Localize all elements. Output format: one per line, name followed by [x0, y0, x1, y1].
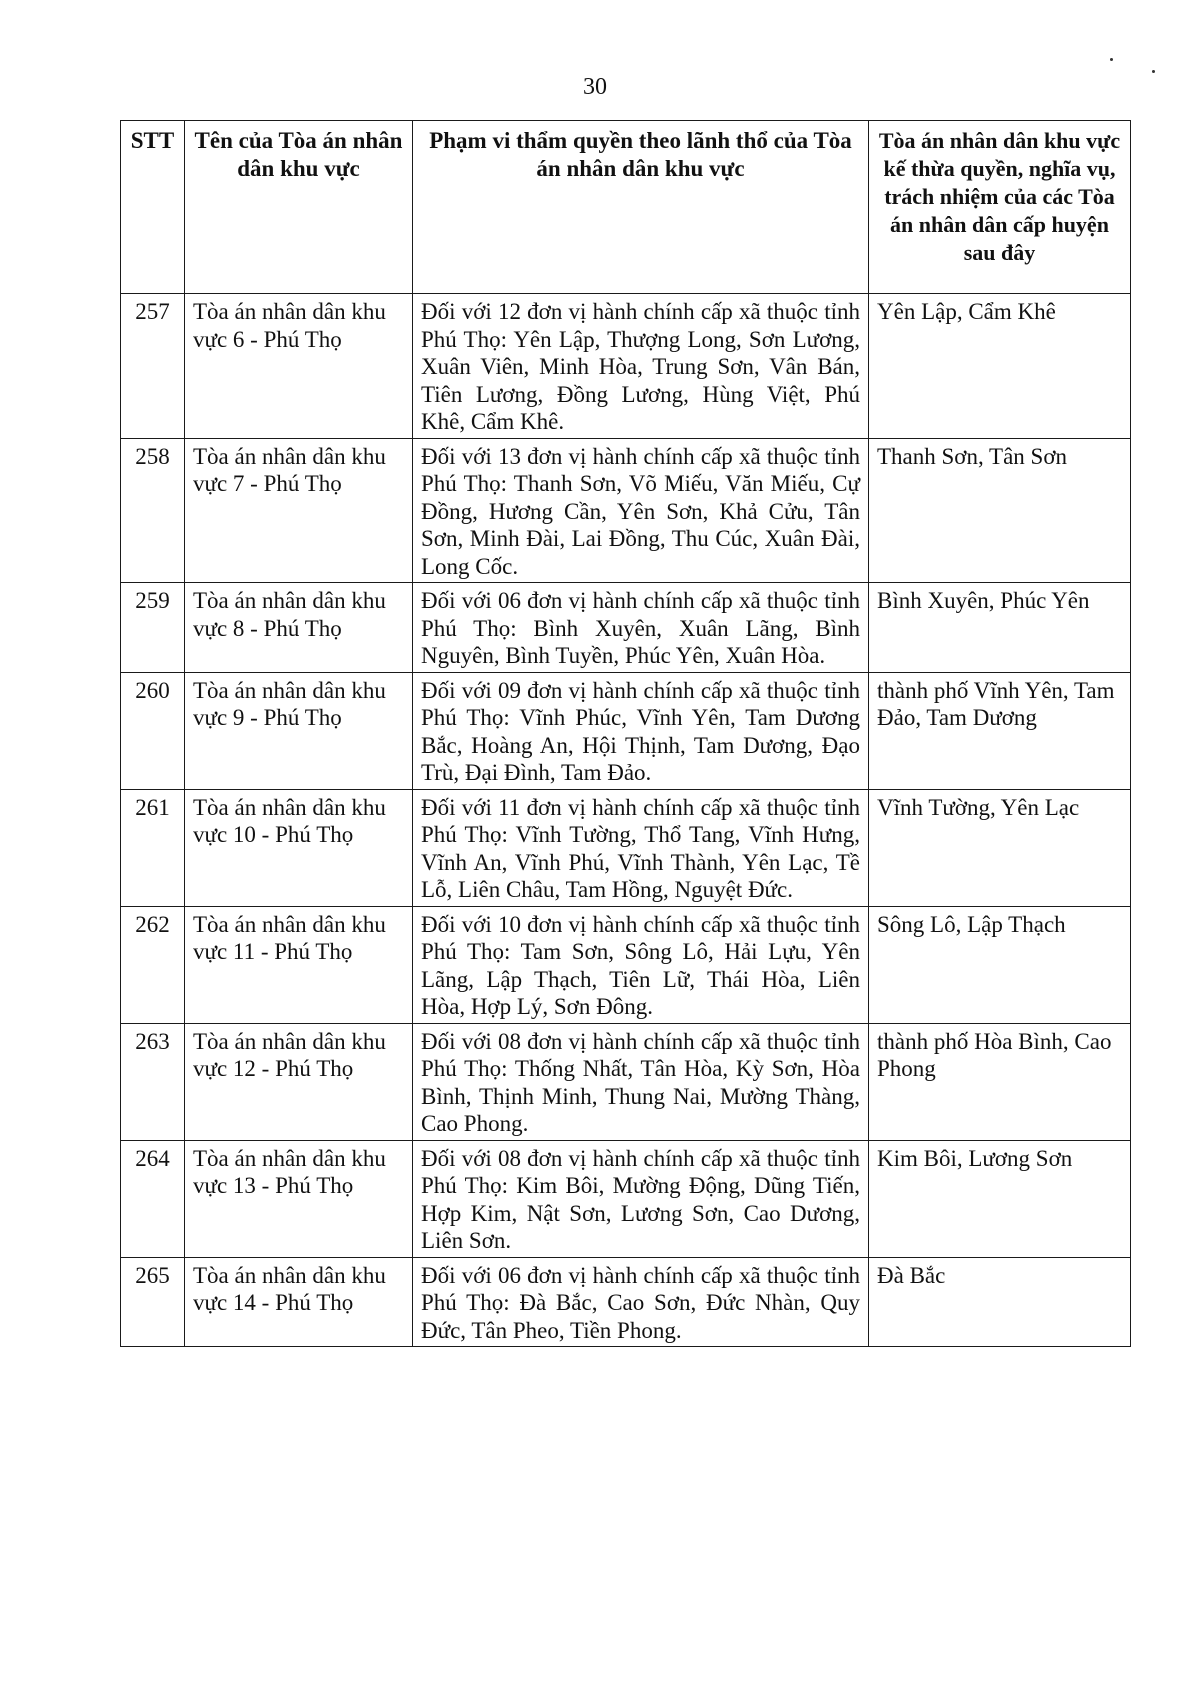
row-scope: Đối với 06 đơn vị hành chính cấp xã thuộc tỉnh Phú Thọ: Đà Bắc, Cao Sơn, Đức Nhàn, Quy Đức, Tân Pheo, Tiền Phong. [413, 1257, 869, 1347]
row-successor: Yên Lập, Cẩm Khê [869, 294, 1131, 439]
row-scope: Đối với 12 đơn vị hành chính cấp xã thuộc tỉnh Phú Thọ: Yên Lập, Thượng Long, Sơn Lương, Xuân Viên, Minh Hòa, Trung Sơn, Vân Bán, Tiên Lương, Đồng Lương, Hùng Việt, Phú Khê, Cẩm Khê. [413, 294, 869, 439]
row-successor: Vĩnh Tường, Yên Lạc [869, 789, 1131, 906]
row-scope: Đối với 09 đơn vị hành chính cấp xã thuộc tỉnh Phú Thọ: Vĩnh Phúc, Vĩnh Yên, Tam Dương Bắc, Hoàng An, Hội Thịnh, Tam Dương, Đạo Trù, Đại Đình, Tam Đảo. [413, 672, 869, 789]
row-stt: 261 [121, 789, 185, 906]
row-scope: Đối với 08 đơn vị hành chính cấp xã thuộc tỉnh Phú Thọ: Kim Bôi, Mường Động, Dũng Tiến, Hợp Kim, Nật Sơn, Lương Sơn, Cao Dương, Liên Sơn. [413, 1140, 869, 1257]
row-successor: thành phố Hòa Bình, Cao Phong [869, 1023, 1131, 1140]
row-stt: 262 [121, 906, 185, 1023]
page-number: 30 [583, 74, 607, 100]
table-row [121, 294, 1131, 439]
header-successor-courts: Tòa án nhân dân khu vực kế thừa quyền, nghĩa vụ, trách nhiệm của các Tòa án nhân dân cấp huyện sau đây [869, 121, 1131, 294]
header-stt: STT [121, 121, 185, 294]
table-row [121, 672, 1131, 789]
row-stt: 263 [121, 1023, 185, 1140]
header-territorial-scope: Phạm vi thẩm quyền theo lãnh thổ của Tòa án nhân dân khu vực [413, 121, 869, 294]
row-stt: 265 [121, 1257, 185, 1347]
row-court-name: Tòa án nhân dân khu vực 11 - Phú Thọ [185, 906, 413, 1023]
row-court-name: Tòa án nhân dân khu vực 13 - Phú Thọ [185, 1140, 413, 1257]
row-successor: Kim Bôi, Lương Sơn [869, 1140, 1131, 1257]
row-court-name: Tòa án nhân dân khu vực 10 - Phú Thọ [185, 789, 413, 906]
row-stt: 257 [121, 294, 185, 439]
row-scope: Đối với 11 đơn vị hành chính cấp xã thuộc tỉnh Phú Thọ: Vĩnh Tường, Thổ Tang, Vĩnh Hưng, Vĩnh An, Vĩnh Phú, Vĩnh Thành, Yên Lạc, Tề Lỗ, Liên Châu, Tam Hồng, Nguyệt Đức. [413, 789, 869, 906]
row-court-name: Tòa án nhân dân khu vực 9 - Phú Thọ [185, 672, 413, 789]
scan-speck [1110, 58, 1113, 61]
row-successor: Bình Xuyên, Phúc Yên [869, 583, 1131, 673]
row-successor: Thanh Sơn, Tân Sơn [869, 438, 1131, 583]
row-scope: Đối với 06 đơn vị hành chính cấp xã thuộc tỉnh Phú Thọ: Bình Xuyên, Xuân Lãng, Bình Nguyên, Bình Tuyền, Phúc Yên, Xuân Hòa. [413, 583, 869, 673]
row-successor: thành phố Vĩnh Yên, Tam Đảo, Tam Dương [869, 672, 1131, 789]
row-court-name: Tòa án nhân dân khu vực 12 - Phú Thọ [185, 1023, 413, 1140]
row-scope: Đối với 10 đơn vị hành chính cấp xã thuộc tỉnh Phú Thọ: Tam Sơn, Sông Lô, Hải Lựu, Yên Lãng, Lập Thạch, Tiên Lữ, Thái Hòa, Liên Hòa, Hợp Lý, Sơn Đông. [413, 906, 869, 1023]
table-row [121, 583, 1131, 673]
row-stt: 260 [121, 672, 185, 789]
row-court-name: Tòa án nhân dân khu vực 6 - Phú Thọ [185, 294, 413, 439]
row-stt: 258 [121, 438, 185, 583]
row-stt: 259 [121, 583, 185, 673]
scan-speck [1152, 70, 1155, 73]
table-row [121, 1140, 1131, 1257]
row-successor: Đà Bắc [869, 1257, 1131, 1347]
table-row [121, 789, 1131, 906]
table-header-row [121, 121, 1131, 294]
table-row [121, 1257, 1131, 1347]
table-row [121, 438, 1131, 583]
row-stt: 264 [121, 1140, 185, 1257]
row-scope: Đối với 08 đơn vị hành chính cấp xã thuộc tỉnh Phú Thọ: Thống Nhất, Tân Hòa, Kỳ Sơn, Hòa Bình, Thịnh Minh, Thung Nai, Mường Thàng, Cao Phong. [413, 1023, 869, 1140]
row-court-name: Tòa án nhân dân khu vực 14 - Phú Thọ [185, 1257, 413, 1347]
row-successor: Sông Lô, Lập Thạch [869, 906, 1131, 1023]
table-row [121, 1023, 1131, 1140]
row-scope: Đối với 13 đơn vị hành chính cấp xã thuộc tỉnh Phú Thọ: Thanh Sơn, Võ Miếu, Văn Miếu, Cự Đồng, Hương Cần, Yên Sơn, Khả Cửu, Tân Sơn, Minh Đài, Lai Đồng, Thu Cúc, Xuân Đài, Long Cốc. [413, 438, 869, 583]
row-court-name: Tòa án nhân dân khu vực 8 - Phú Thọ [185, 583, 413, 673]
table-row [121, 906, 1131, 1023]
header-court-name: Tên của Tòa án nhân dân khu vực [185, 121, 413, 294]
row-court-name: Tòa án nhân dân khu vực 7 - Phú Thọ [185, 438, 413, 583]
court-jurisdiction-table [120, 120, 1131, 1347]
